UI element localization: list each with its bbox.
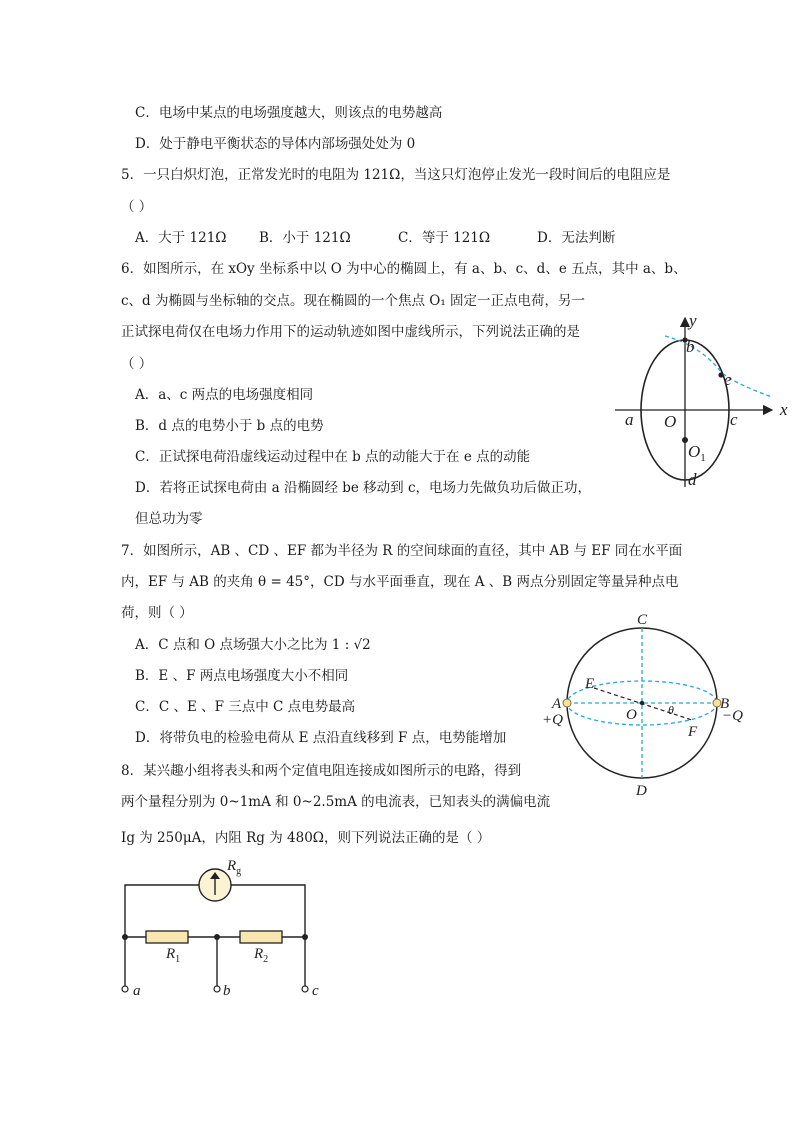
- q6-label-c: c: [730, 410, 738, 429]
- q8-stem-line2: 两个量程分别为 0~1mA 和 0~2.5mA 的电流表，已知表头的满偏电流: [121, 794, 551, 810]
- q8-circuit-figure: [110, 855, 340, 1005]
- q7-label-o: O: [626, 707, 637, 723]
- q5-option-c: C．等于 121Ω: [398, 230, 491, 246]
- q7-label-c: C: [637, 612, 648, 628]
- q6-label-e: e: [724, 370, 732, 389]
- q6-option-b: B．d 点的电势小于 b 点的电势: [135, 418, 324, 434]
- q8-label-a: a: [133, 983, 141, 999]
- q5-stem-line1: 5．一只白炽灯泡，正常发光时的电阻为 121Ω，当这只灯泡停止发光一段时间后的电阻应是: [121, 167, 671, 183]
- q8-label-b: b: [223, 983, 231, 999]
- q8-node-c: [302, 934, 308, 940]
- q5-stem-line2: （ ）: [121, 199, 153, 215]
- q4-option-d: D．处于静电平衡状态的导体内部场强处处为 0: [135, 136, 416, 152]
- q7-charge-a: [563, 699, 571, 707]
- q7-option-c: C．C 、E 、F 三点中 C 点电势最高: [135, 699, 356, 715]
- q4-option-c: C．电场中某点的电场强度越大，则该点的电势越高: [135, 105, 443, 121]
- q8-terminal-c: [302, 986, 308, 992]
- q7-label-e: E: [585, 676, 595, 692]
- q6-stem-line2: c、d 为椭圆与坐标轴的交点。现在椭圆的一个焦点 O₁ 固定一正点电荷，另一: [121, 293, 586, 309]
- q8-node-b: [214, 934, 220, 940]
- q7-option-a: A．C 点和 O 点场强大小之比为 1 : √2: [135, 637, 371, 653]
- q6-option-d-line2: 但总功为零: [135, 511, 203, 527]
- q6-label-y: y: [689, 311, 697, 330]
- q8-resistor-r1: [146, 931, 188, 943]
- q8-terminal-a: [122, 986, 128, 992]
- q7-label-minus-q: −Q: [722, 708, 743, 724]
- q5-option-a: A．大于 121Ω: [135, 230, 227, 246]
- q6-option-d-line1: D．若将正试探电荷由 a 沿椭圆经 be 移动到 c，电场力先做负功后做正功，: [135, 480, 592, 496]
- q7-label-theta: θ: [668, 703, 674, 717]
- q8-label-rg: $R_g$: [227, 858, 242, 877]
- q7-label-b: B: [720, 696, 730, 712]
- q7-stem-line3: 荷，则（ ）: [121, 605, 193, 621]
- q7-label-plus-q: +Q: [542, 712, 563, 728]
- q6-ellipse-figure: [612, 310, 792, 495]
- q8-stem-line1: 8．某兴趣小组将表头和两个定值电阻连接成如图所示的电路，得到: [121, 763, 522, 779]
- q7-stem-line2: 内，EF 与 AB 的夹角 θ = 45°，CD 与水平面垂直，现在 A 、B 两点分别固定等量异种点电: [121, 574, 679, 590]
- q6-label-o: O: [664, 412, 677, 431]
- q7-label-a: A: [552, 696, 562, 712]
- q8-label-r1: $R_1$: [166, 946, 181, 965]
- q5-option-d: D．无法判断: [537, 230, 616, 246]
- q7-label-f: F: [688, 724, 698, 740]
- q7-option-b: B．E 、F 两点电场强度大小不相同: [135, 668, 349, 684]
- q7-option-d: D．将带负电的检验电荷从 E 点沿直线移到 F 点，电势能增加: [135, 730, 507, 746]
- q8-stem-line3: Ig 为 250μA，内阻 Rg 为 480Ω，则下列说法正确的是（ ）: [121, 830, 491, 846]
- q8-terminal-b: [214, 986, 220, 992]
- q8-resistor-r2: [240, 931, 282, 943]
- q6-point-e: [718, 372, 723, 377]
- q7-stem-line1: 7．如图所示，AB 、CD 、EF 都为半径为 R 的空间球面的直径，其中 AB 与 EF 同在水平面: [121, 543, 683, 559]
- q6-stem-line1: 6．如图所示，在 xOy 坐标系中以 O 为中心的椭圆上，有 a、b、c、d、e 五点，其中 a、b、: [121, 261, 687, 277]
- q7-center-o: [640, 701, 644, 705]
- q5-option-b: B．小于 121Ω: [259, 230, 351, 246]
- q6-label-b: b: [686, 337, 695, 356]
- q6-label-d: d: [688, 470, 697, 489]
- q6-stem-line3: 正试探电荷仅在电场力作用下的运动轨迹如图中虚线所示，下列说法正确的是: [121, 324, 580, 340]
- q7-sphere-figure: [530, 610, 790, 800]
- q6-option-c: C．正试探电荷沿虚线运动过程中在 b 点的动能大于在 e 点的动能: [135, 449, 531, 465]
- q6-label-x: x: [780, 400, 788, 419]
- q6-label-o1: $O_1$: [688, 442, 706, 464]
- q8-node-a: [122, 934, 128, 940]
- q6-trajectory-dashed: [665, 336, 772, 397]
- q7-label-d: D: [636, 783, 647, 799]
- q8-top-wire-right: [231, 885, 305, 937]
- q6-option-a: A．a、c 两点的电场强度相同: [135, 387, 314, 403]
- q6-stem-line4: （ ）: [121, 356, 153, 372]
- q8-label-r2: $R_2$: [254, 946, 269, 965]
- q8-top-wire-left: [125, 885, 199, 937]
- q8-label-c: c: [312, 983, 319, 999]
- q6-label-a: a: [625, 410, 634, 429]
